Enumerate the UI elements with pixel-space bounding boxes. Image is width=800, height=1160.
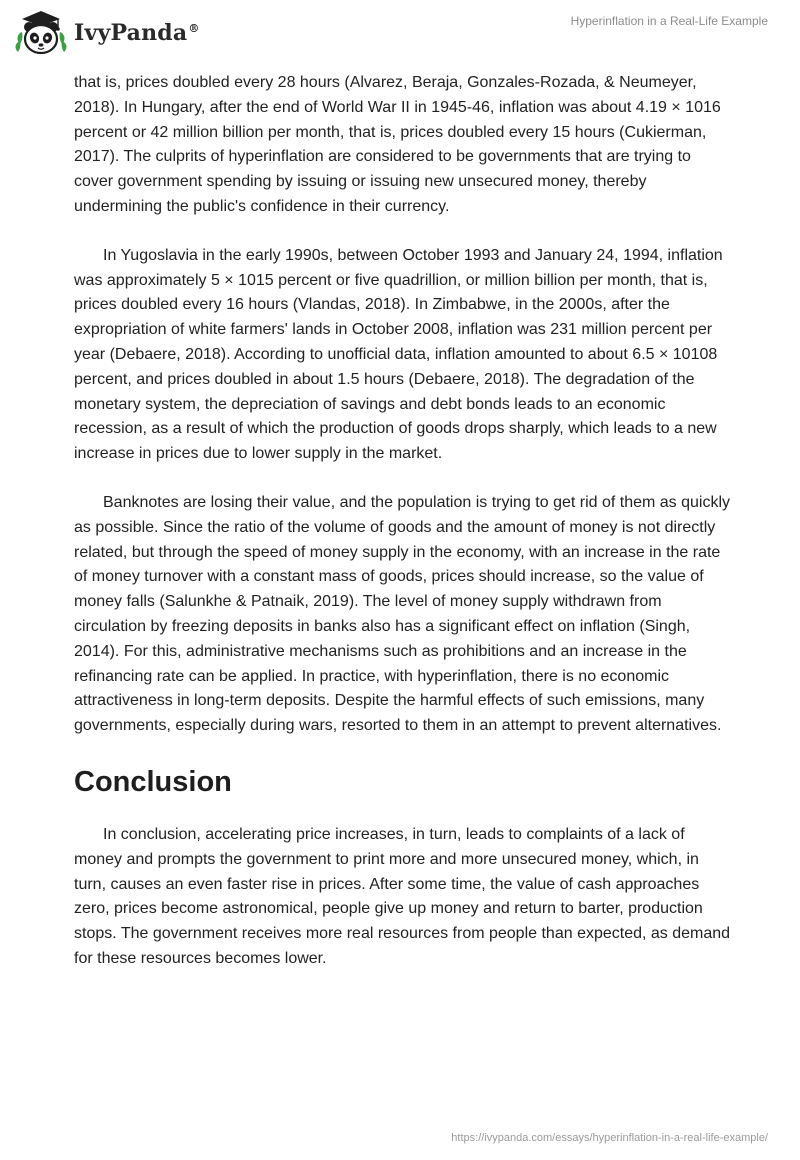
paragraph-hungary: that is, prices doubled every 28 hours (Alvarez, Beraja, Gonzales-Rozada, & Neumeyer, 2018). In Hungary, after the end of World War II in 1945-46, inflation was about 4.19 × 1016 percent or 42 million billion per month, that is, prices doubled every 15 hours (Cukierman, 2017). The culprits of hyperinflation are considered to be governments that are trying to cover government spending by issuing or issuing new unsecured money, thereby undermining the public's confidence in their currency. bbox=[74, 74, 721, 215]
essay-body bbox=[74, 71, 734, 996]
panda-graduation-cap-icon bbox=[14, 8, 68, 58]
registered-mark: ® bbox=[188, 21, 200, 35]
page-header bbox=[0, 0, 800, 64]
paragraph-banknotes: Banknotes are losing their value, and the population is trying to get rid of them as quickly as possible. Since the ratio of the volume of goods and the amount of money is not directly related, but through the speed of money supply in the economy, with an increase in the rate of money turnover with a constant mass of goods, prices should increase, so the value of money falls (Salunkhe & Patnaik, 2019). The level of money supply withdrawn from circulation by freezing deposits in banks also has a significant effect on inflation (Singh, 2014). For this, administrative mechanisms such as prohibitions and an increase in the refinancing rate can be applied. In practice, with hyperinflation, there is no economic attractiveness in long-term deposits. Despite the harmful effects of such emissions, many governments, especially during wars, resorted to them in an attempt to prevent alternatives. bbox=[74, 493, 731, 735]
document-title: Hyperinflation in a Real-Life Example bbox=[570, 14, 768, 28]
source-url[interactable]: https://ivypanda.com/essays/hyperinflation-in-a-real-life-example/ bbox=[451, 1132, 768, 1144]
brand-name bbox=[74, 20, 200, 46]
paragraph-conclusion: In conclusion, accelerating price increases, in turn, leads to complaints of a lack of money and prompts the government to print more and more unsecured money, which, in turn, causes an even faster rise in prices. After some time, the value of cash approaches zero, prices become astronomical, people give up money and return to barter, production stops. The government receives more real resources from people than expected, as demand for these resources becomes lower. bbox=[74, 825, 731, 967]
brand-name-text: IvyPanda bbox=[74, 20, 188, 46]
ivypanda-logo[interactable] bbox=[14, 8, 200, 58]
paragraph-yugoslavia-zimbabwe: In Yugoslavia in the early 1990s, between October 1993 and January 24, 1994, inflation was approximately 5 × 1015 percent or five quadrillion, or million billion per month, that is, prices doubled every 16 hours (Vlandas, 2018). In Zimbabwe, in the 2000s, after the expropriation of white farmers' lands in October 2008, inflation was 231 million percent per year (Debaere, 2018). According to unofficial data, inflation amounted to about 6.5 × 10108 percent, and prices doubled in about 1.5 hours (Debaere, 2018). The degradation of the monetary system, the depreciation of savings and debt bonds leads to an economic recession, as a result of which the production of goods drops sharply, which leads to a new increase in prices due to lower supply in the market. bbox=[74, 246, 723, 463]
conclusion-heading: Conclusion bbox=[74, 765, 232, 798]
